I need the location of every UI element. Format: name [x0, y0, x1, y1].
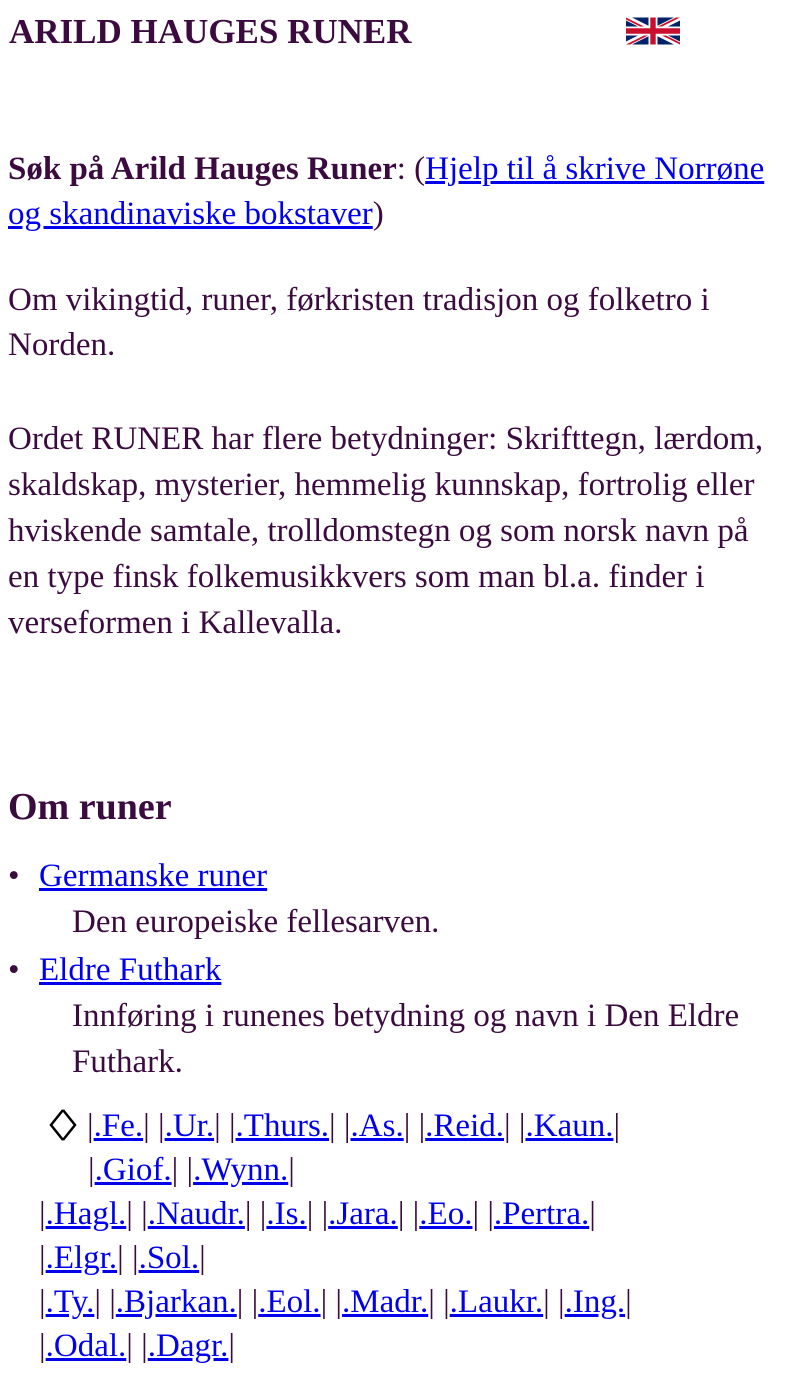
help-link[interactable]: Hjelp til å skrive Norrøne og skandinaviske bokstaver — [8, 151, 765, 232]
rune-link-ur[interactable]: .Ur. — [164, 1108, 215, 1144]
rune-link-laukr[interactable]: .Laukr. — [449, 1284, 544, 1320]
rune-nav-row — [39, 1324, 780, 1368]
uk-flag-icon — [626, 17, 680, 45]
topic-description: Innføring i runenes betydning og navn i Den Eldre Futhark. — [72, 998, 740, 1080]
rune-separator: | — [288, 1152, 295, 1188]
rune-separator: | — [443, 1284, 450, 1320]
section-heading: Om runer — [8, 786, 172, 828]
rune-separator: | — [558, 1284, 565, 1320]
rune-separator: | — [543, 1284, 550, 1320]
rune-separator: | — [613, 1108, 621, 1144]
bullet: • — [8, 858, 20, 894]
rune-separator: | — [589, 1196, 596, 1232]
rune-link-fe[interactable]: .Fe. — [93, 1108, 144, 1144]
rune-separator: | — [87, 1108, 94, 1144]
rune-separator: | — [39, 1328, 46, 1364]
rune-separator: | — [39, 1240, 46, 1276]
rune-separator: | — [109, 1284, 116, 1320]
rune-nav-row — [39, 1104, 780, 1148]
rune-nav-row — [39, 1192, 780, 1236]
rune-separator: | — [88, 1152, 95, 1188]
search-close-paren: ) — [372, 196, 384, 232]
rune-separator: | — [141, 1196, 148, 1232]
rune-link-ing[interactable]: .Ing. — [564, 1284, 626, 1320]
rune-separator: | — [244, 1196, 252, 1232]
rune-separator: | — [418, 1108, 426, 1144]
rune-separator: | — [321, 1196, 329, 1232]
rune-separator: | — [625, 1284, 632, 1320]
runer-meaning-text: Ordet RUNER har flere betydninger: Skrifttegn, lærdom, skaldskap, mysterier, hemmelig kunnskap, fortrolig eller hviskende samtale, trolldomstegn og som norsk navn på en type finsk folkemusikkvers som man bl.a. finder i verseformen i Kallevalla. — [8, 421, 764, 641]
rune-link-dagr[interactable]: .Dagr. — [147, 1328, 229, 1364]
rune-separator: | — [335, 1284, 343, 1320]
topic-description: Den europeiske fellesarven. — [72, 904, 440, 940]
rune-separator: | — [117, 1240, 124, 1276]
rune-separator: | — [487, 1196, 494, 1232]
rune-separator: | — [472, 1196, 480, 1232]
rune-link-sol[interactable]: .Sol. — [138, 1240, 200, 1276]
rune-separator: | — [518, 1108, 526, 1144]
rune-separator: | — [343, 1108, 351, 1144]
rune-link-ty[interactable]: .Ty. — [45, 1284, 95, 1320]
rune-separator: | — [504, 1108, 511, 1144]
rune-link-wynn[interactable]: .Wynn. — [193, 1152, 289, 1188]
bullet: • — [8, 952, 20, 988]
rune-separator: | — [236, 1284, 244, 1320]
rune-separator: | — [126, 1328, 133, 1364]
rune-separator: | — [141, 1328, 148, 1364]
rune-link-elgr[interactable]: .Elgr. — [45, 1240, 118, 1276]
rune-separator: | — [397, 1196, 405, 1232]
rune-link-eo[interactable]: .Eo. — [419, 1196, 473, 1232]
rune-link-giof[interactable]: .Giof. — [94, 1152, 172, 1188]
rune-link-is[interactable]: .Is. — [266, 1196, 307, 1232]
rune-link-madr[interactable]: .Madr. — [342, 1284, 429, 1320]
rune-nav-row — [39, 1280, 780, 1324]
rune-link-eol[interactable]: .Eol. — [258, 1284, 321, 1320]
rune-separator: | — [320, 1284, 328, 1320]
rune-separator: | — [171, 1152, 179, 1188]
rune-separator: | — [126, 1196, 133, 1232]
list-item — [0, 947, 780, 1085]
rune-navigation — [39, 1104, 780, 1368]
rune-nav-row — [39, 1148, 780, 1192]
rune-separator: | — [39, 1284, 46, 1320]
search-label: Søk på Arild Hauges Runer — [8, 151, 397, 187]
rune-separator: | — [228, 1108, 236, 1144]
site-title: ARILD HAUGES RUNER — [9, 12, 412, 51]
rune-separator: | — [329, 1108, 336, 1144]
intro-text: Om vikingtid, runer, førkristen tradisjon og folketro i Norden. — [8, 282, 710, 363]
eldre-futhark-link[interactable]: Eldre Futhark — [39, 952, 222, 988]
rune-link-jara[interactable]: .Jara. — [328, 1196, 398, 1232]
rune-separator: | — [214, 1108, 221, 1144]
rune-separator: | — [259, 1196, 267, 1232]
rune-separator: | — [306, 1196, 314, 1232]
rune-nav-row — [39, 1236, 780, 1280]
search-colon: : ( — [396, 151, 426, 187]
germanske-runer-link[interactable]: Germanske runer — [39, 858, 268, 894]
rune-separator: | — [228, 1328, 235, 1364]
rune-link-pertra[interactable]: .Pertra. — [493, 1196, 590, 1232]
rune-separator: | — [199, 1240, 206, 1276]
rune-separator: | — [251, 1284, 259, 1320]
rune-separator: | — [94, 1284, 101, 1320]
rune-link-hagl[interactable]: .Hagl. — [45, 1196, 127, 1232]
rune-link-naudr[interactable]: .Naudr. — [147, 1196, 245, 1232]
rune-separator: | — [412, 1196, 420, 1232]
rune-link-bjarkan[interactable]: .Bjarkan. — [115, 1284, 237, 1320]
rune-separator: | — [186, 1152, 194, 1188]
rune-link-odal[interactable]: .Odal. — [45, 1328, 127, 1364]
search-paragraph — [8, 147, 780, 237]
list-item — [0, 853, 780, 945]
english-version-link[interactable] — [626, 17, 680, 45]
rune-separator: | — [131, 1240, 139, 1276]
rune-link-kaun[interactable]: .Kaun. — [525, 1108, 614, 1144]
rune-separator: | — [39, 1196, 46, 1232]
rune-link-thurs[interactable]: .Thurs. — [235, 1108, 330, 1144]
topic-list — [0, 853, 780, 1087]
rune-link-as[interactable]: .As. — [350, 1108, 404, 1144]
rune-separator: | — [157, 1108, 165, 1144]
rune-link-reid[interactable]: .Reid. — [425, 1108, 504, 1144]
rune-separator: | — [428, 1284, 435, 1320]
rune-separator: | — [143, 1108, 150, 1144]
rune-separator: | — [403, 1108, 411, 1144]
ing-rune-icon — [43, 1104, 87, 1148]
